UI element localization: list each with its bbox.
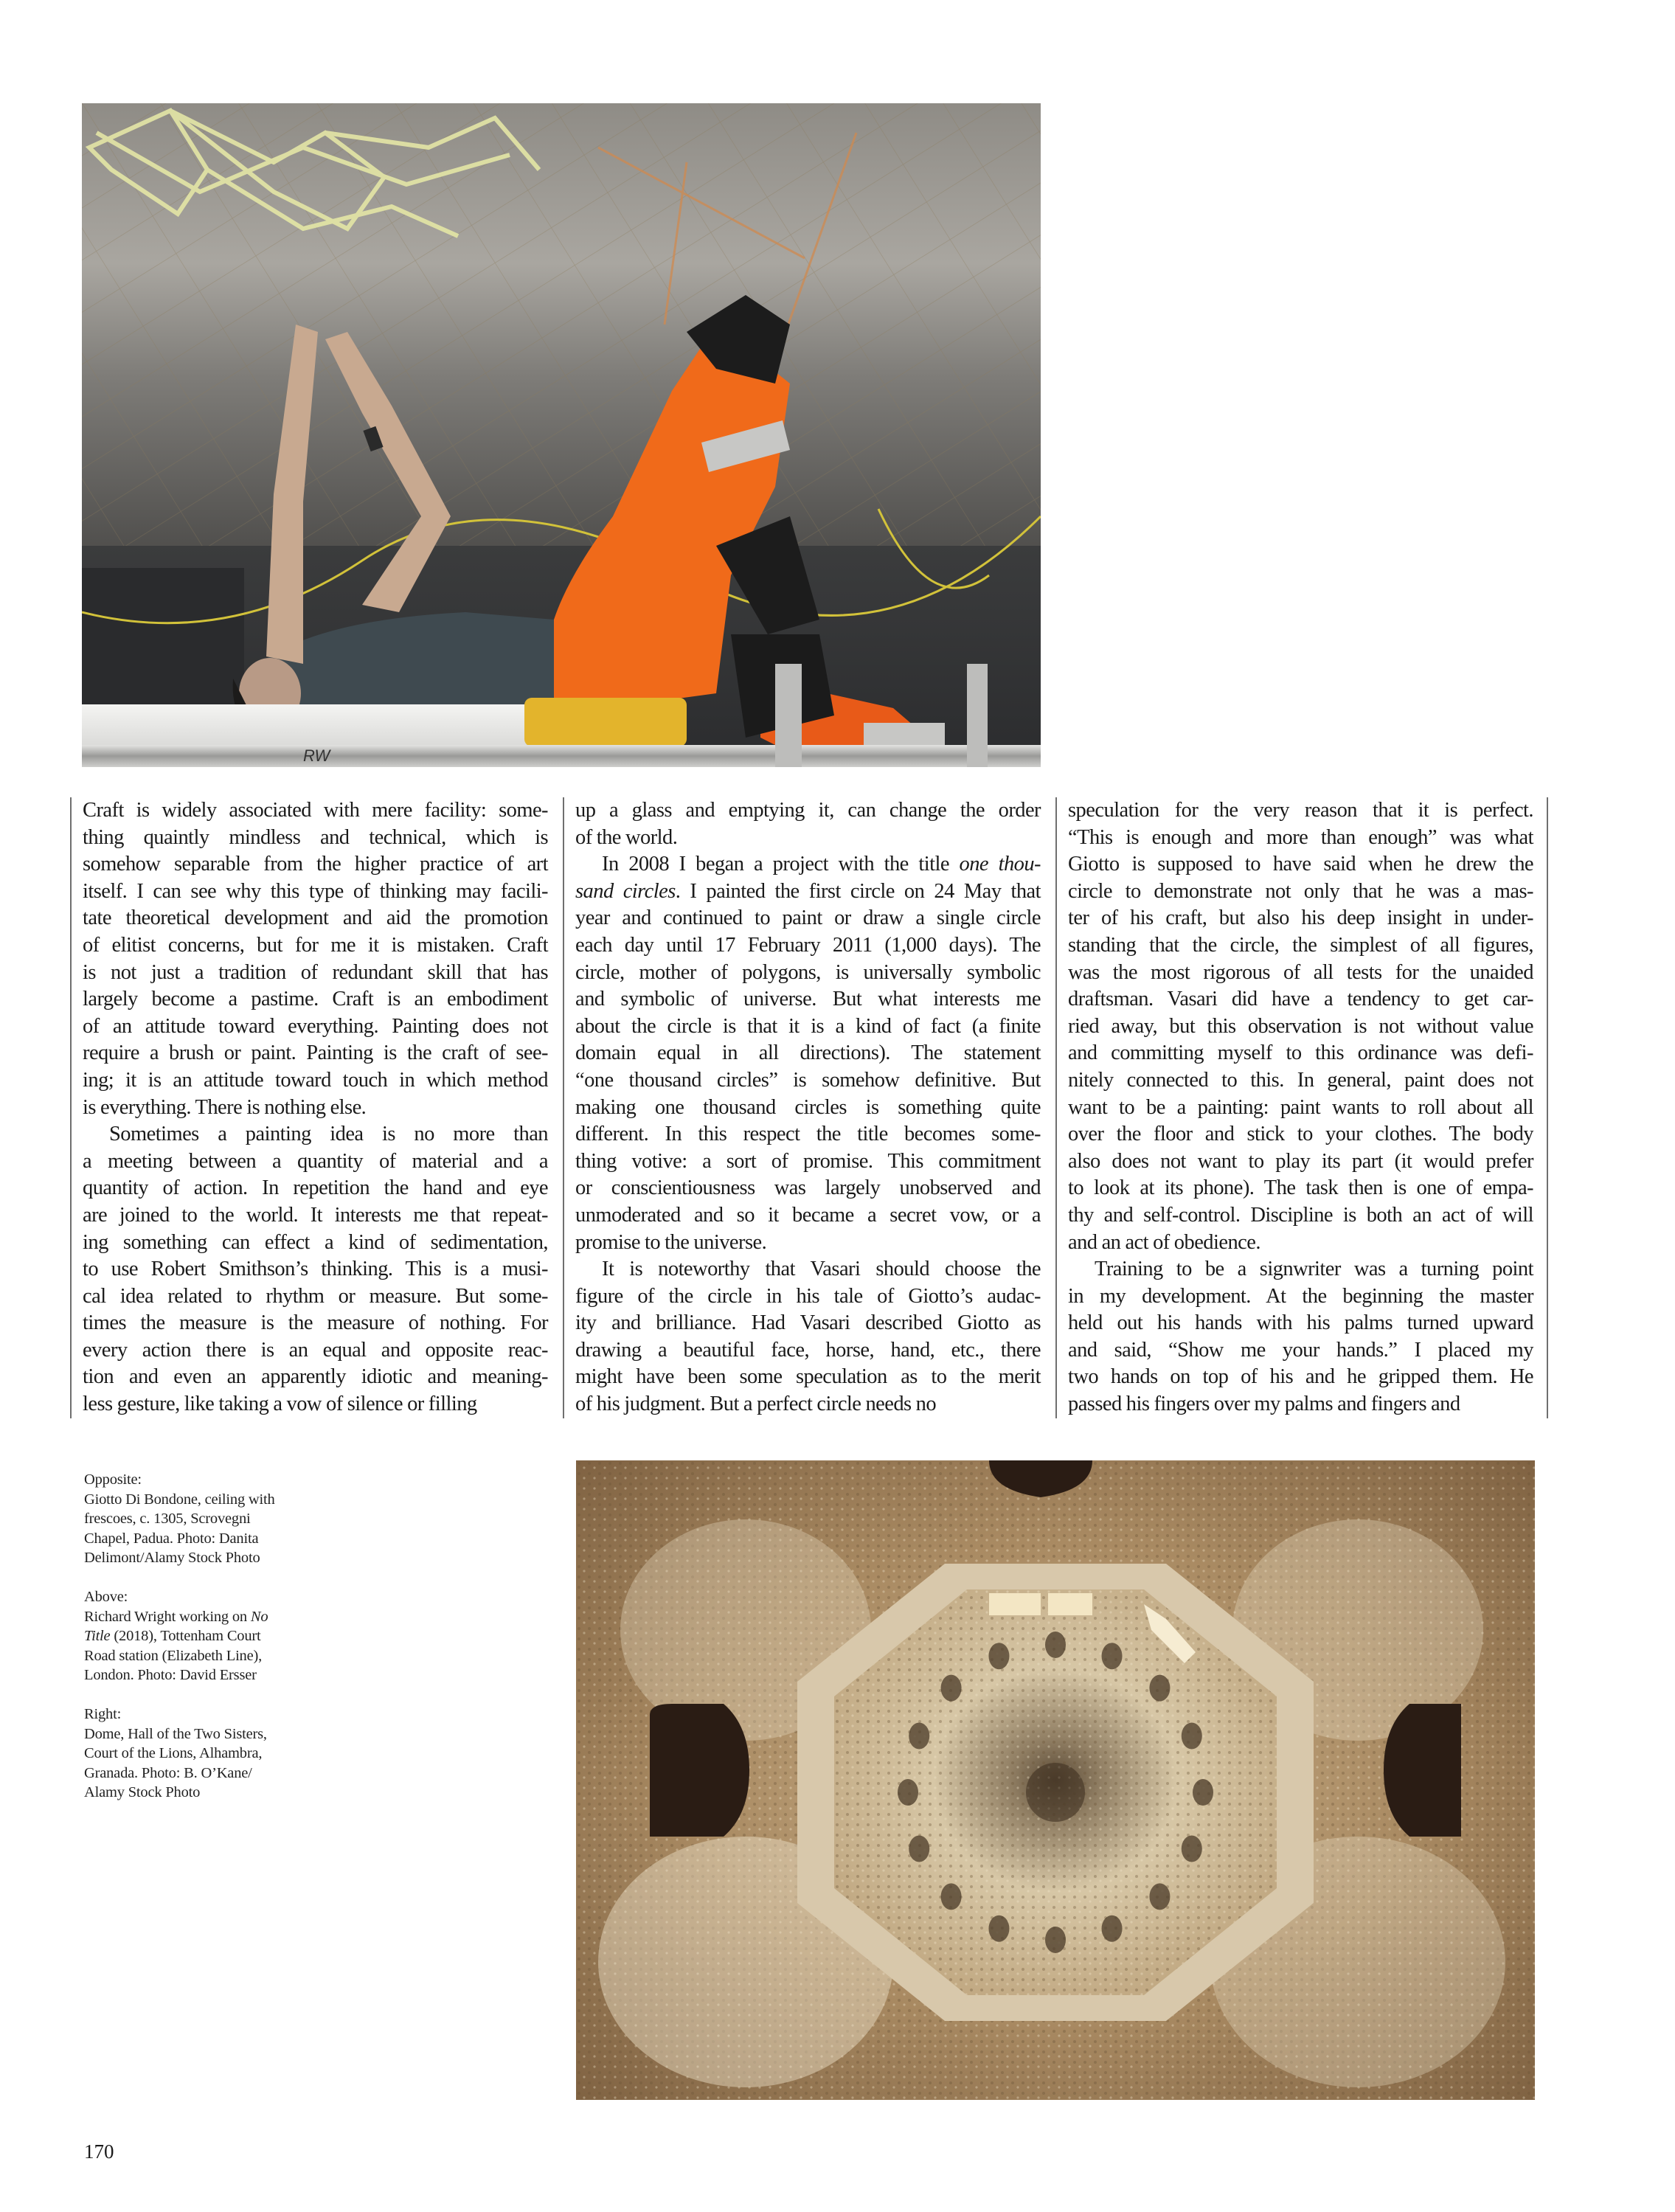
text-line: over the floor and stick to your clothes. The body [1068,1123,1533,1146]
text-line: of an attitude toward everything. Painting does not [83,1014,548,1038]
text-line: year and continued to paint or draw a single circle [575,906,1041,930]
photo-captions [84,1470,327,1822]
text-line: quantity of action. In repetition the hand and eye [83,1176,548,1200]
italic-title: No [250,1608,268,1625]
photo-alhambra-dome-image [576,1460,1535,2100]
text-line: held out his hands with his palms turned upward [1068,1311,1533,1335]
text-line: require a brush or paint. Painting is the craft of see- [83,1041,548,1065]
muqarnas-niche [941,1675,962,1702]
text-line: draftsman. Vasari did have a tendency to get car- [1068,988,1533,1011]
caption-line: frescoes, c. 1305, Scrovegni [84,1511,251,1527]
text-line: figure of the circle in his tale of Giotto’s audac- [575,1284,1041,1308]
muqarnas-niche [988,1915,1009,1942]
text-line: each day until 17 February 2011 (1,000 days). The [575,933,1041,957]
muqarnas-niche [898,1779,918,1806]
text-line: making one thousand circles is something quite [575,1095,1041,1119]
text-line: of his judgment. But a perfect circle needs no [575,1393,937,1416]
caption-line: Chapel, Padua. Photo: Danita [84,1530,259,1547]
caption-line: Dome, Hall of the Two Sisters, [84,1725,267,1742]
text-line: and symbolic of universe. But what interests me [575,988,1041,1011]
text-line: standing that the circle, the simplest of all figures, [1068,933,1533,957]
muqarnas-niche [1149,1675,1170,1702]
muqarnas-niche [1182,1836,1202,1862]
text-line: ing something can effect a kind of sedimentation, [83,1230,548,1254]
text-line: and committing myself to this ordinance was defi- [1068,1041,1533,1065]
text-line: unmoderated and so it became a secret vow, or a [575,1203,1041,1227]
caption-line: Road station (Elizabeth Line), [84,1647,263,1664]
muqarnas-niche [941,1883,962,1910]
photo-richard-wright-scaffold [82,103,1041,767]
text-column-1 [70,797,563,1418]
text-line: and said, “Show me your hands.” I placed my [1068,1338,1533,1362]
text-line: is everything. There is nothing else. [83,1095,367,1119]
text-line: was the most rigorous of all tests for the unaided [1068,960,1533,984]
text-line: Craft is widely associated with mere facility: some- [83,799,548,822]
column-lines [575,797,1041,1418]
muqarnas-niche [909,1836,929,1862]
muqarnas-niche [1182,1722,1202,1749]
text-line: and an act of obedience. [1068,1230,1260,1254]
muqarnas-niche [988,1643,1009,1669]
column-rule [563,797,564,1418]
text-line: of the world. [575,825,678,849]
text-line: is not just a tradition of redundant skill that has [83,960,548,984]
text-column-2 [563,797,1055,1418]
italic-title: one thou- [959,853,1041,876]
column-rule [1055,797,1057,1418]
column-rule [1547,797,1548,1418]
muqarnas-niche [1045,1927,1066,1953]
column-lines [83,797,548,1418]
text-line [575,878,1041,906]
text-line: somehow separable from the higher practice of art [83,853,548,876]
text-line: Sometimes a painting idea is no more than [109,1123,548,1146]
text-line: want to be a painting: paint wants to roll about all [1068,1095,1533,1119]
text-line: up a glass and emptying it, can change the order [575,799,1041,822]
text-line: about the circle is that it is a kind of fact (a finite [575,1014,1041,1038]
text-segment: Richard Wright working on [84,1608,251,1625]
text-line: It is noteworthy that Vasari should choose the [602,1258,1041,1281]
text-line: also does not want to play its part (it would prefer [1068,1149,1533,1173]
caption-heading: Right: [84,1706,122,1722]
caption [84,1587,327,1685]
text-line: nitely connected to this. In general, paint does not [1068,1068,1533,1092]
text-line: tate theoretical development and aid the promotion [83,906,548,930]
text-line: circle, mother of polygons, is universally symbolic [575,960,1041,984]
text-line: ing; it is an attitude toward touch in which method [83,1068,548,1092]
italic-title: Title [84,1628,111,1644]
text-line: ried away, but this observation is not without value [1068,1014,1533,1038]
text-line: less gesture, like taking a vow of silence or filling [83,1393,477,1416]
text-line: ity and brilliance. Had Vasari described Giotto as [575,1311,1041,1335]
caption-line: Delimont/Alamy Stock Photo [84,1550,260,1566]
text-segment: . I painted the first circle on 24 May that [675,879,1041,903]
text-line: two hands on top of his and he gripped them. He [1068,1365,1533,1389]
text-line: domain equal in all directions). The statement [575,1041,1041,1065]
column-lines [1068,797,1533,1418]
text-line: largely become a pastime. Craft is an embodiment [83,988,548,1011]
text-line: passed his fingers over my palms and fingers and [1068,1393,1460,1416]
text-column-3 [1055,797,1548,1418]
caption-line: Alamy Stock Photo [84,1784,201,1800]
text-line: Training to be a signwriter was a turning point [1095,1258,1533,1281]
caption-line: Giotto Di Bondone, ceiling with [84,1491,275,1508]
caption [84,1705,327,1803]
text-line: to use Robert Smithson’s thinking. This is a musi- [83,1258,548,1281]
text-line: times the measure is the measure of nothing. For [83,1311,548,1335]
text-line: in my development. At the beginning the master [1068,1284,1533,1308]
text-line: thing quaintly mindless and technical, which is [83,825,548,849]
muqarnas-niche [1102,1643,1123,1669]
text-line: “This is enough and more than enough” was what [1068,825,1533,849]
caption [84,1470,327,1568]
photo-alhambra-dome [576,1460,1535,2100]
caption-line: Court of the Lions, Alhambra, [84,1745,263,1761]
text-line: are joined to the world. It interests me that repeat- [83,1203,548,1227]
muqarnas-niche [1149,1883,1170,1910]
text-line: promise to the universe. [575,1230,767,1254]
text-line: tion and even an apparently idiotic and meaning- [83,1365,548,1389]
muqarnas-niche [1193,1779,1213,1806]
muqarnas-niche [1102,1915,1123,1942]
page-number: 170 [84,2140,114,2163]
text-line: might have been some speculation as to the merit [575,1365,1041,1389]
text-line: “one thousand circles” is somehow definitive. But [575,1068,1041,1092]
caption-line: London. Photo: David Ersser [84,1667,257,1683]
text-line: thing votive: a sort of promise. This commitment [575,1149,1041,1173]
text-segment: (2018), Tottenham Court [110,1628,261,1644]
text-line: speculation for the very reason that it is perfect. [1068,799,1533,822]
column-rule [70,797,72,1418]
muqarnas-niche [1045,1632,1066,1658]
text-line: of elitist concerns, but for me it is mistaken. Craft [83,933,548,957]
text-line [575,851,1041,878]
text-line: drawing a beautiful face, horse, hand, etc., there [575,1338,1041,1362]
caption-line [84,1626,327,1646]
text-line: ter of his craft, but also his deep insight in under- [1068,906,1533,930]
text-line: circle to demonstrate not only that he was a mas- [1068,879,1533,903]
caption-line: Granada. Photo: B. O’Kane/ [84,1764,252,1781]
text-segment: In 2008 I began a project with the title [602,853,960,876]
text-line: every action there is an equal and opposite reac- [83,1338,548,1362]
text-line: or conscientiousness was largely unobserved and [575,1176,1041,1200]
muqarnas-niche [909,1722,929,1749]
text-line: different. In this respect the title becomes some- [575,1123,1041,1146]
scaffold-handwriting: RW [303,746,330,765]
italic-title: sand circles [575,879,676,903]
caption-heading: Opposite: [84,1471,142,1488]
photo-richard-wright-scaffold-image [82,103,1041,767]
text-line: a meeting between a quantity of material and a [83,1149,548,1173]
text-line: itself. I can see why this type of thinking may facili- [83,879,548,903]
caption-line [84,1607,327,1627]
text-line: to look at its phone). The task then is one of empa- [1068,1176,1533,1200]
caption-heading: Above: [84,1589,128,1605]
text-line: thy and self-control. Discipline is both an act of will [1068,1203,1533,1227]
text-line: Giotto is supposed to have said when he drew the [1068,853,1533,876]
text-line: cal idea related to rhythm or measure. But some- [83,1284,548,1308]
